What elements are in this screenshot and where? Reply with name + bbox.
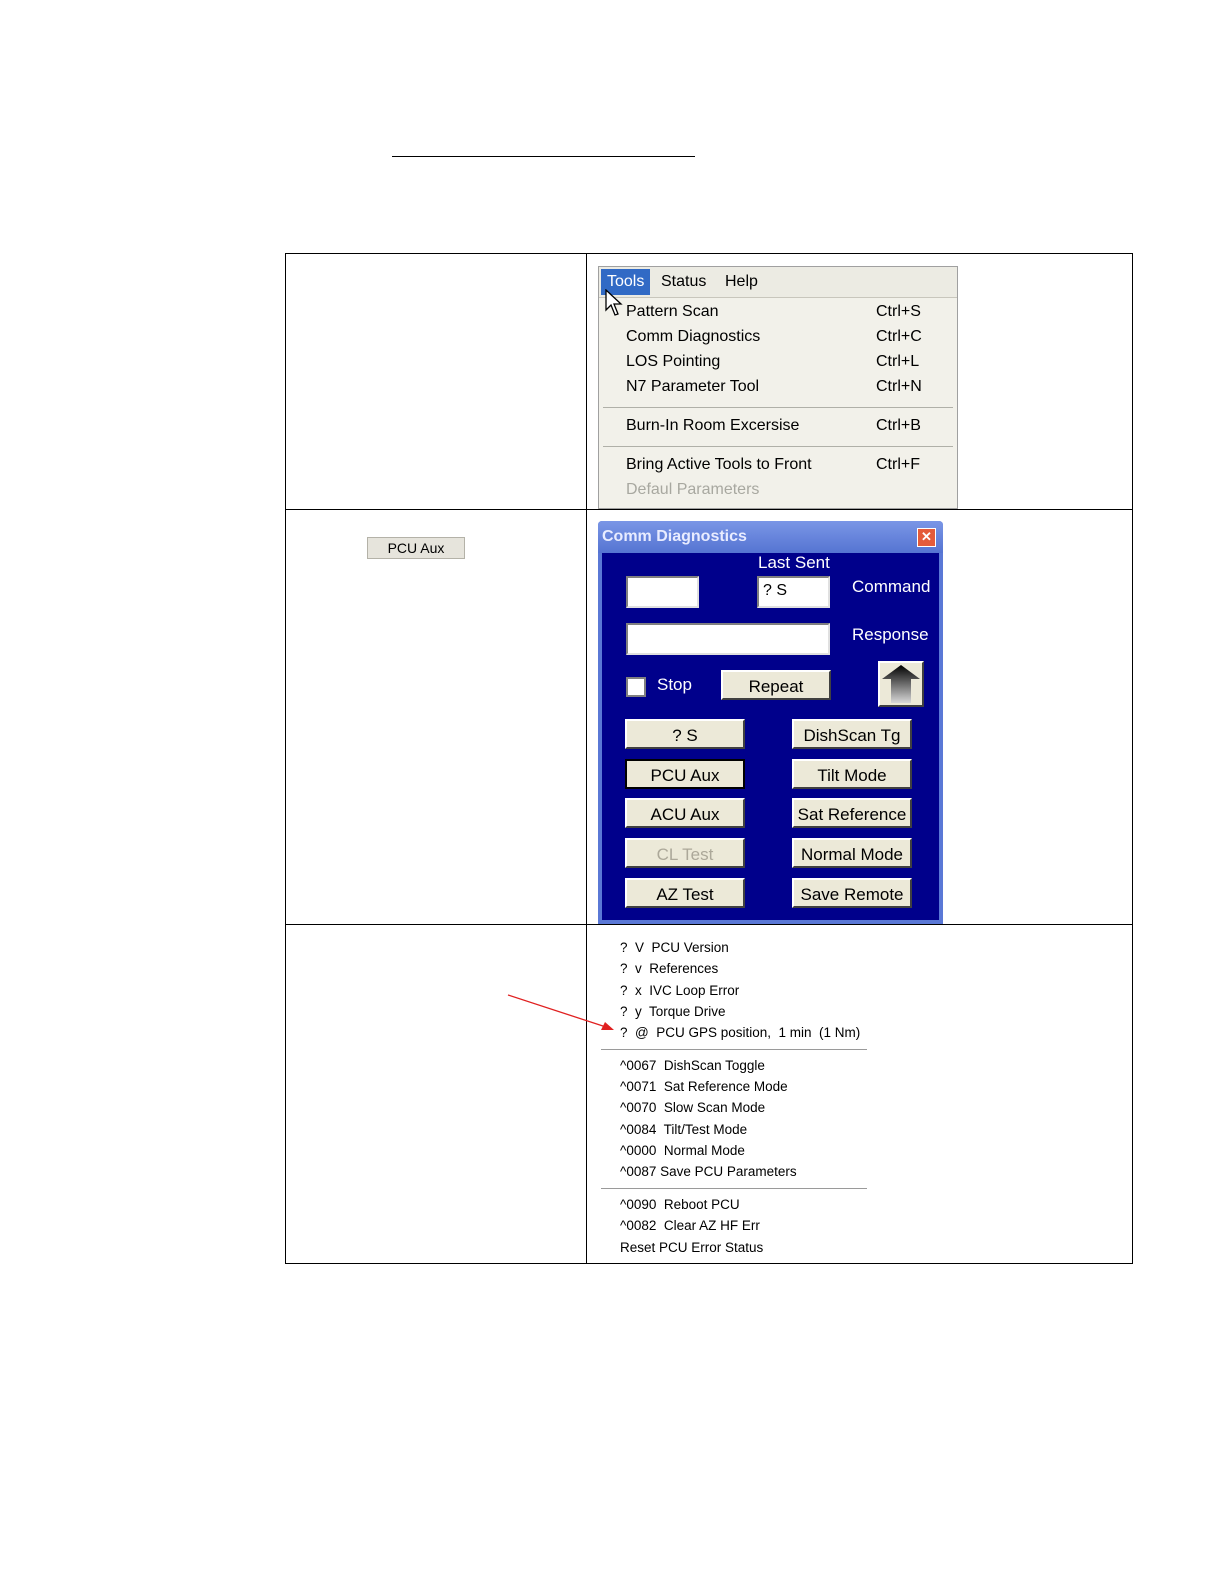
tools-menu: [598, 266, 958, 509]
menu-tools[interactable]: Tools: [601, 269, 650, 295]
menu-item-los-pointing[interactable]: LOS Pointing Ctrl+L: [626, 353, 920, 370]
menu-help[interactable]: Help: [725, 273, 758, 290]
list-separator: [601, 1188, 867, 1189]
command-input[interactable]: [626, 576, 699, 608]
save-remote-button[interactable]: Save Remote: [792, 878, 912, 908]
tilt-mode-button[interactable]: Tilt Mode: [792, 759, 912, 789]
command-label: Command: [852, 577, 931, 596]
stop-label: Stop: [657, 675, 692, 694]
command-item: ^0067 DishScan Toggle: [620, 1058, 765, 1073]
row2-left-cell: [286, 510, 587, 925]
row1-left-cell: [286, 254, 587, 510]
query-s-button[interactable]: ? S: [625, 719, 745, 749]
menu-item-n7-parameter-tool[interactable]: N7 Parameter Tool Ctrl+N: [626, 378, 922, 395]
title-underline: [392, 156, 695, 157]
menu-item-pattern-scan[interactable]: Pattern Scan Ctrl+S: [626, 303, 921, 320]
command-item: ? @ PCU GPS position, 1 min (1 Nm): [620, 1025, 861, 1040]
stop-checkbox[interactable]: [626, 677, 646, 697]
menu-separator: [603, 407, 953, 408]
send-up-arrow-button[interactable]: [878, 661, 924, 707]
window-title: Comm Diagnostics: [598, 521, 943, 553]
command-item: ? x IVC Loop Error: [620, 983, 740, 998]
menu-item-comm-diagnostics[interactable]: Comm Diagnostics Ctrl+C: [626, 328, 922, 345]
close-icon[interactable]: ✕: [917, 528, 936, 547]
command-item: ^0000 Normal Mode: [620, 1143, 745, 1158]
dishscan-tg-button[interactable]: DishScan Tg: [792, 719, 912, 749]
row3-left-cell: [286, 925, 587, 1264]
menu-status[interactable]: Status: [661, 273, 707, 290]
comm-diagnostics-window: [598, 521, 943, 924]
list-separator: [601, 1049, 867, 1050]
command-item: ^0090 Reboot PCU: [620, 1197, 740, 1212]
pcu-aux-button[interactable]: PCU Aux: [625, 759, 745, 789]
menu-item-default-parameters: Defaul Parameters: [626, 481, 760, 498]
menubar: [599, 267, 957, 298]
sat-reference-button[interactable]: Sat Reference: [792, 798, 912, 828]
command-item: ? V PCU Version: [620, 940, 729, 955]
window-body: [602, 553, 939, 920]
menu-separator: [603, 446, 953, 447]
mouse-cursor-icon: [605, 289, 623, 317]
cl-test-button: CL Test: [625, 838, 745, 868]
last-sent-label: Last Sent: [758, 553, 830, 572]
command-item: ^0071 Sat Reference Mode: [620, 1079, 788, 1094]
acu-aux-button[interactable]: ACU Aux: [625, 798, 745, 828]
response-field: [626, 623, 830, 655]
command-item: ^0070 Slow Scan Mode: [620, 1100, 766, 1115]
command-item: Reset PCU Error Status: [620, 1240, 764, 1255]
command-item: ^0084 Tilt/Test Mode: [620, 1122, 748, 1137]
repeat-button[interactable]: Repeat: [721, 670, 831, 700]
menu-item-bring-tools-front[interactable]: Bring Active Tools to Front Ctrl+F: [626, 456, 920, 473]
command-item: ? y Torque Drive: [620, 1004, 726, 1019]
last-sent-field: ? S: [757, 576, 830, 608]
response-label: Response: [852, 625, 929, 644]
up-arrow-icon: [880, 663, 922, 705]
menu-item-burn-in-room[interactable]: Burn-In Room Excersise Ctrl+B: [626, 417, 921, 434]
row2-right-cell: [587, 510, 1133, 925]
document-table: [285, 253, 1133, 1264]
normal-mode-button[interactable]: Normal Mode: [792, 838, 912, 868]
command-item: ? v References: [620, 961, 719, 976]
row1-right-cell: [587, 254, 1133, 510]
command-item: ^0082 Clear AZ HF Err: [620, 1218, 760, 1233]
pcu-aux-reference-button: PCU Aux: [367, 537, 465, 559]
row3-right-cell: [587, 925, 1133, 1264]
command-item: ^0087 Save PCU Parameters: [620, 1164, 797, 1179]
az-test-button[interactable]: AZ Test: [625, 878, 745, 908]
